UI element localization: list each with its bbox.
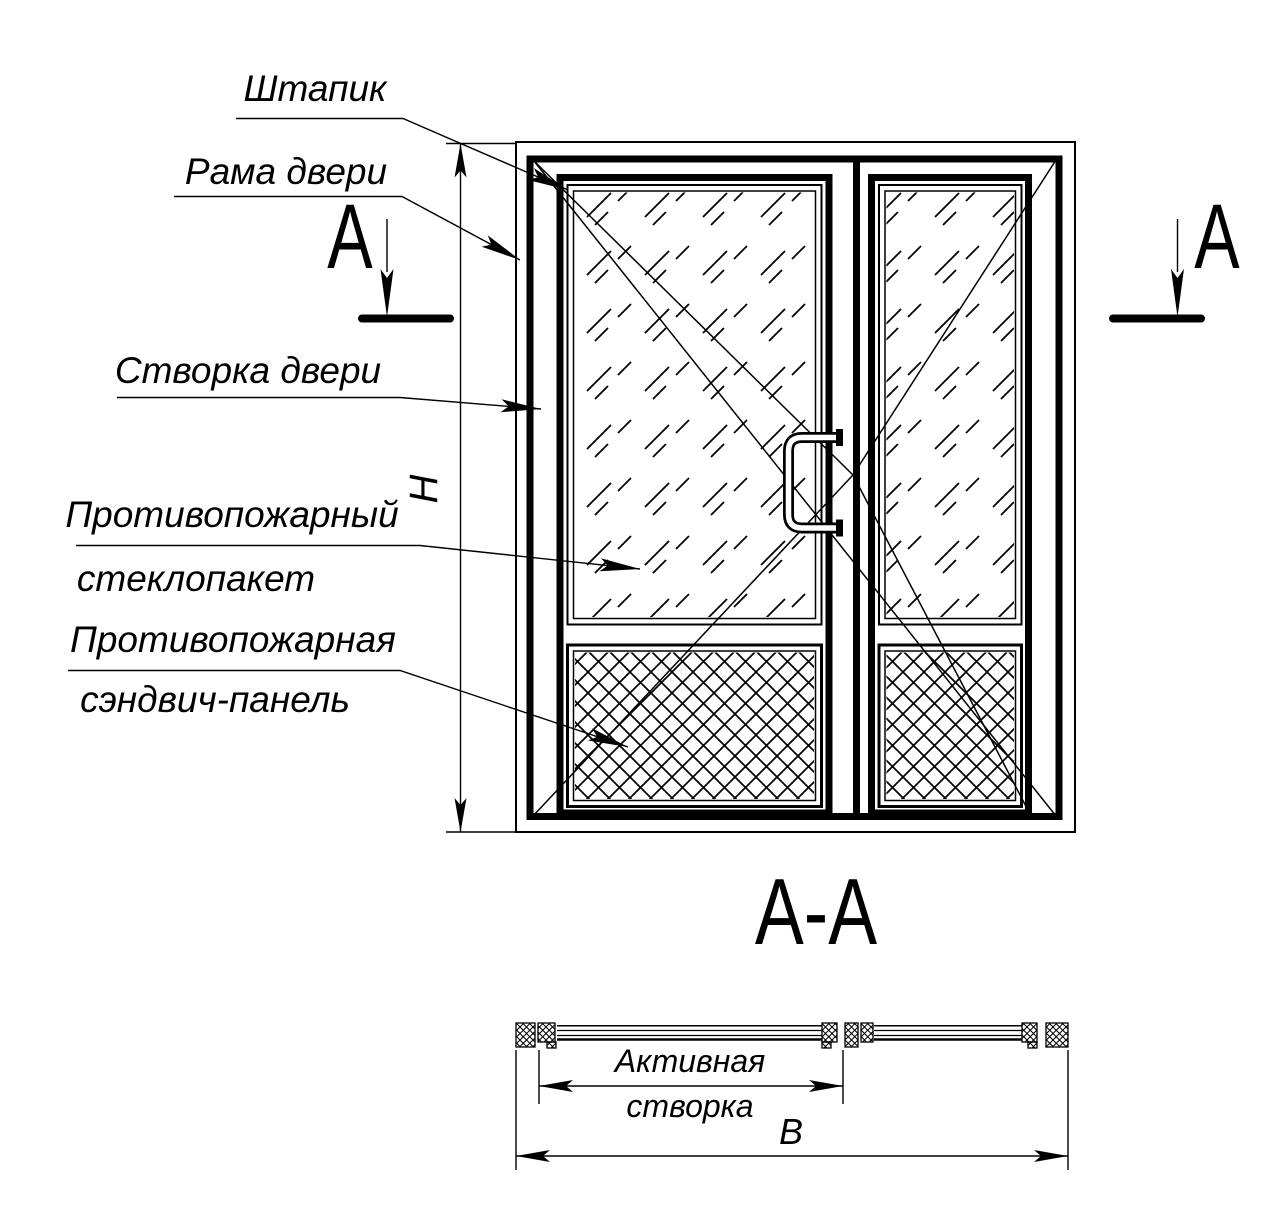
handle-bottom-fixing <box>836 520 843 537</box>
section-view <box>516 859 1068 1170</box>
passive-leaf <box>872 178 1029 814</box>
section-mark-right-letter: А <box>1194 186 1240 289</box>
width-dim-label: В <box>778 1111 804 1152</box>
callout-sandwich-line2: сэндвич-панель <box>80 679 350 720</box>
passive-leaf-sandwich-panel <box>887 653 1015 800</box>
section-mark-left <box>327 186 450 318</box>
section-glass-active <box>557 1026 822 1040</box>
callout-glazing-line1: Противопожарный <box>65 494 399 535</box>
active-leaf-dim-line2: створка <box>626 1088 754 1124</box>
section-mark-right <box>1113 186 1240 318</box>
section-passive-stile-left <box>845 1023 858 1047</box>
section-mark-left-letter: А <box>327 186 373 289</box>
active-leaf-dim-line1: Активная <box>614 1043 766 1079</box>
section-active-stile-left <box>538 1023 555 1042</box>
callout-sandwich-panel <box>68 619 630 753</box>
callout-leaf <box>115 350 542 415</box>
callout-sandwich-line1: Противопожарная <box>70 619 396 660</box>
height-dim-label: Н <box>402 474 446 504</box>
width-dimension <box>516 1050 1068 1170</box>
callout-fire-glazing <box>65 494 640 599</box>
section-glass-passive <box>874 1026 1022 1040</box>
section-profile <box>516 1023 1068 1048</box>
section-frame-right <box>1046 1023 1068 1047</box>
active-leaf-sandwich-panel <box>575 653 814 800</box>
handle-top-fixing <box>836 429 843 446</box>
callout-shtapik-label: Штапик <box>243 68 387 109</box>
callout-glazing-line2: стеклопакет <box>76 558 316 599</box>
callout-frame-label: Рама двери <box>184 151 388 192</box>
callout-leaf-label: Створка двери <box>114 350 382 391</box>
section-title: А-А <box>754 859 878 965</box>
section-frame-left <box>516 1023 535 1047</box>
section-active-stile-right <box>822 1023 837 1042</box>
section-passive-stile-right <box>1022 1023 1037 1042</box>
active-leaf-fire-glass <box>575 193 814 618</box>
door-elevation <box>516 142 1075 832</box>
